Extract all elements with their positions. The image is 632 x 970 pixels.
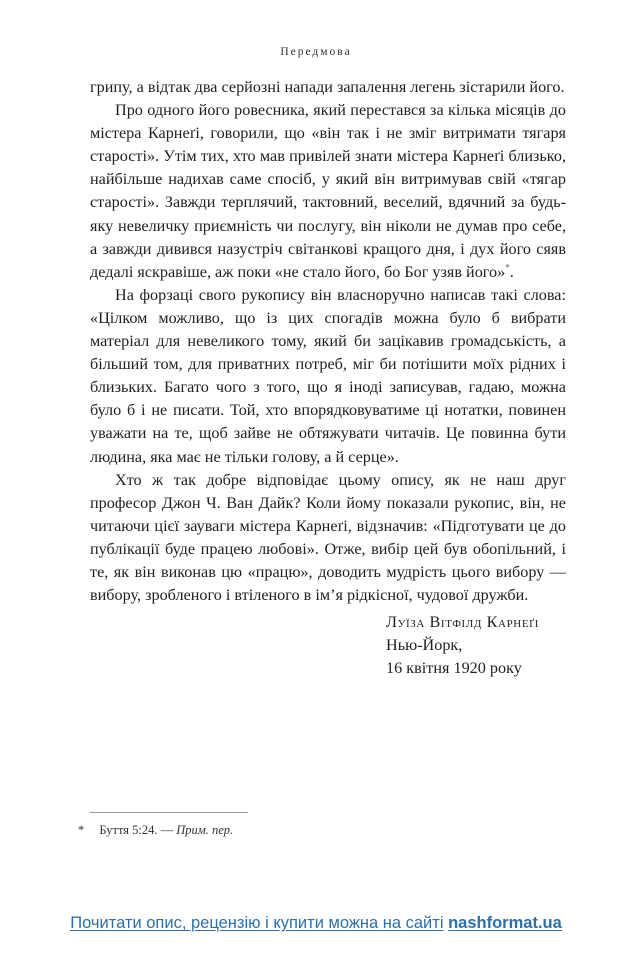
paragraph-2: Про одного його ровесника, який перестався за кілька місяців до містера Карнеґі, говорили, що «він так і не зміг витримати тягаря старості». Утім тих, хто мав привілей знати містера Карнеґі близько, найбільше надихав саме спосіб, у який він витримував свій «тягар старості». Завжди терплячий, тактовний, веселий, вдячний за будь-яку невеличку приємність чи послугу, він ніколи не думав про себе, а завжди дивився назустріч світанкові кращого дня, і дух його сяяв дедалі яскравіше, аж поки «не стало його, бо Бог узяв його»*. [90,101,566,281]
footnote-reference-mark[interactable]: * [505,262,510,273]
footnote-mark-wrap [78,823,84,837]
footnote-divider [90,812,248,813]
signature-date: 16 квітня 1920 року [386,659,522,678]
promo-site-link[interactable]: nashformat.ua [448,914,562,932]
footnote-marker: * [78,823,85,837]
footnote-note: Прим. пер. [176,823,234,837]
signature-name: Луїза Вітфілд Карнеґі [386,613,539,631]
paragraph-4: Хто ж так добре відповідає цьому опису, як не наш друг професор Джон Ч. Ван Дайк? Коли йому показали рукопис, він, не читаючи цієї зауваги містера Карнеґі, відзначив: «Підготувати це до публікації буде працею любові». Отже, вибір цей був обопільний, і те, як він виконав цю «працю», доводить мудрість цього вибору — вибору, зробленого і втіленого в ім’я рідкісної, чудової дружби. [90,470,566,605]
running-header: Передмова [280,46,352,58]
main-text [90,76,566,607]
paragraph-2-text: Про одного його ровесника, який перестався за кілька місяців до містера Карнеґі, говорили, що «він так і не зміг витримати тягаря старості». Утім тих, хто мав привілей знати містера Карнеґі близько, найбільше надихав саме спосіб, у який він витримував свій «тягар старості». Завжди терплячий, тактовний, веселий, вдячний за будь-яку невеличку приємність чи послугу, він ніколи не думав про себе, а завжди дивився назустріч світанкові кращого дня, і дух його сяяв дедалі яскравіше, аж поки «не стало його, бо Бог узяв його» [90,101,566,281]
promo-link[interactable] [0,914,632,933]
signature-block [386,611,586,680]
promo-text[interactable]: Почитати опис, рецензію і купити можна на сайті [70,914,444,932]
footnote [78,821,566,839]
paragraph-1: грипу, а відтак два серйозні напади запалення легень зістарили його. [90,78,565,96]
paragraph-3: На форзаці свого рукопису він власноручно написав такі слова: «Цілком можливо, що із цих спогадів можна було б вибрати матеріал для невеликого тому, який би зацікавив громадськість, а більший том, для приватних потреб, міг би потішити моїх рідних і близьких. Багато чого з того, що я іноді записував, гадаю, можна було б і не писати. Той, хто впорядковуватиме ці нотатки, повинен уважати на те, щоб зайве не обтяжувати читачів. Це повинна бути людина, яка має не тільки голову, а й серце». [90,285,566,466]
signature-city: Нью-Йорк, [386,636,463,655]
footnote-reference: Буття 5:24. — [99,823,174,837]
